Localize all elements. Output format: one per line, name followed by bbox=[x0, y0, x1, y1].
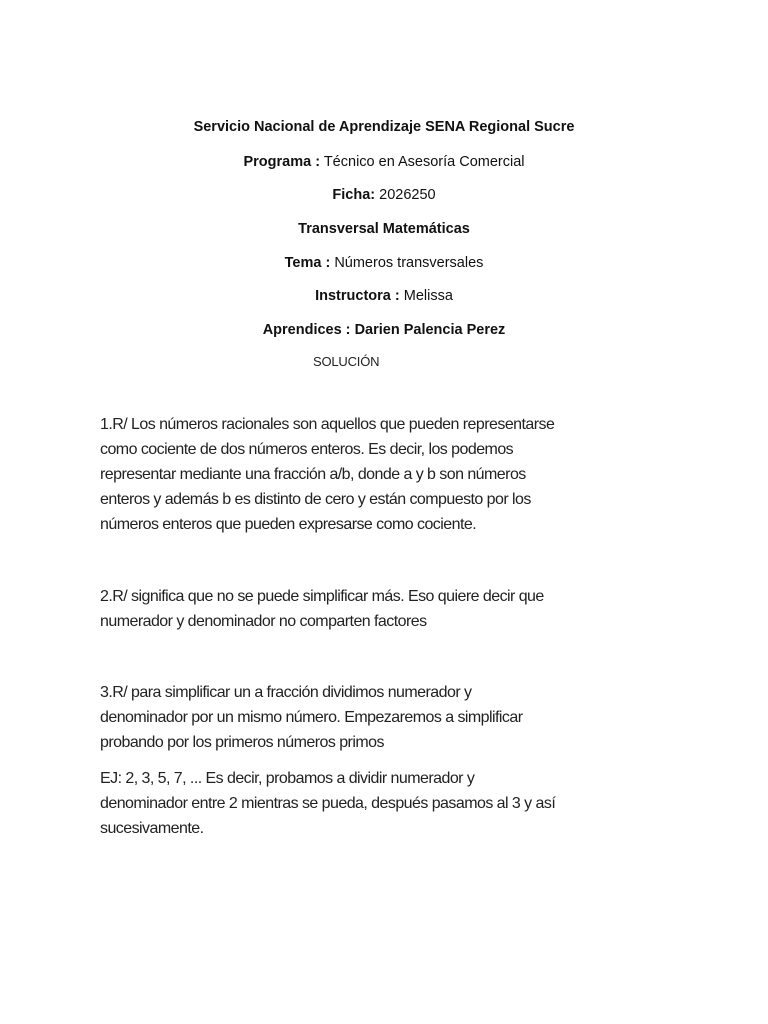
answer-line: números enteros que pueden expresarse como cociente. bbox=[100, 516, 477, 533]
answer-line: denominador entre 2 mientras se pueda, después pasamos al 3 y así bbox=[100, 795, 556, 812]
tema-line bbox=[0, 254, 768, 272]
answer-line: como cociente de dos números enteros. Es decir, los podemos bbox=[100, 441, 514, 458]
answer-line: representar mediante una fracción a/b, donde a y b son números bbox=[100, 466, 526, 483]
aprendices-line bbox=[0, 321, 768, 339]
instructora-line bbox=[0, 287, 768, 305]
answer-line: 3.R/ para simplificar un a fracción dividimos numerador y bbox=[100, 684, 472, 701]
instructora-label: Instructora : bbox=[315, 288, 400, 304]
aprendices-label: Aprendices : bbox=[262, 322, 351, 338]
answer-line: sucesivamente. bbox=[100, 820, 204, 837]
programa-label: Programa : bbox=[243, 154, 321, 170]
answer-line: numerador y denominador no comparten factores bbox=[100, 613, 427, 630]
answer-line: enteros y además b es distinto de cero y están compuesto por los bbox=[100, 491, 531, 508]
example-paragraph bbox=[100, 766, 660, 841]
ficha-label: Ficha: bbox=[332, 187, 376, 203]
programa-value: Técnico en Asesoría Comercial bbox=[323, 154, 525, 170]
institution-title: Servicio Nacional de Aprendizaje SENA Regional Sucre bbox=[193, 119, 575, 135]
answer-line: probando por los primeros números primos bbox=[100, 734, 384, 751]
answer-line: 2.R/ significa que no se puede simplificar más. Eso quiere decir que bbox=[100, 588, 544, 605]
programa-line bbox=[0, 153, 768, 171]
ficha-line bbox=[0, 186, 768, 204]
answer-line: EJ: 2, 3, 5, 7, ... Es decir, probamos a dividir numerador y bbox=[100, 770, 475, 787]
answer-2 bbox=[100, 584, 660, 634]
ficha-value: 2026250 bbox=[379, 187, 436, 203]
answer-1 bbox=[100, 412, 660, 537]
answer-3 bbox=[100, 680, 660, 755]
tema-value: Números transversales bbox=[334, 255, 484, 271]
instructora-value: Melissa bbox=[403, 288, 453, 304]
course-title: Transversal Matemáticas bbox=[298, 221, 470, 237]
answer-line: denominador por un mismo número. Empezaremos a simplificar bbox=[100, 709, 523, 726]
aprendices-value: Darien Palencia Perez bbox=[354, 322, 506, 338]
solucion-heading: SOLUCIÓN bbox=[313, 354, 380, 369]
tema-label: Tema : bbox=[284, 255, 331, 271]
answer-line: 1.R/ Los números racionales son aquellos que pueden representarse bbox=[100, 416, 555, 433]
